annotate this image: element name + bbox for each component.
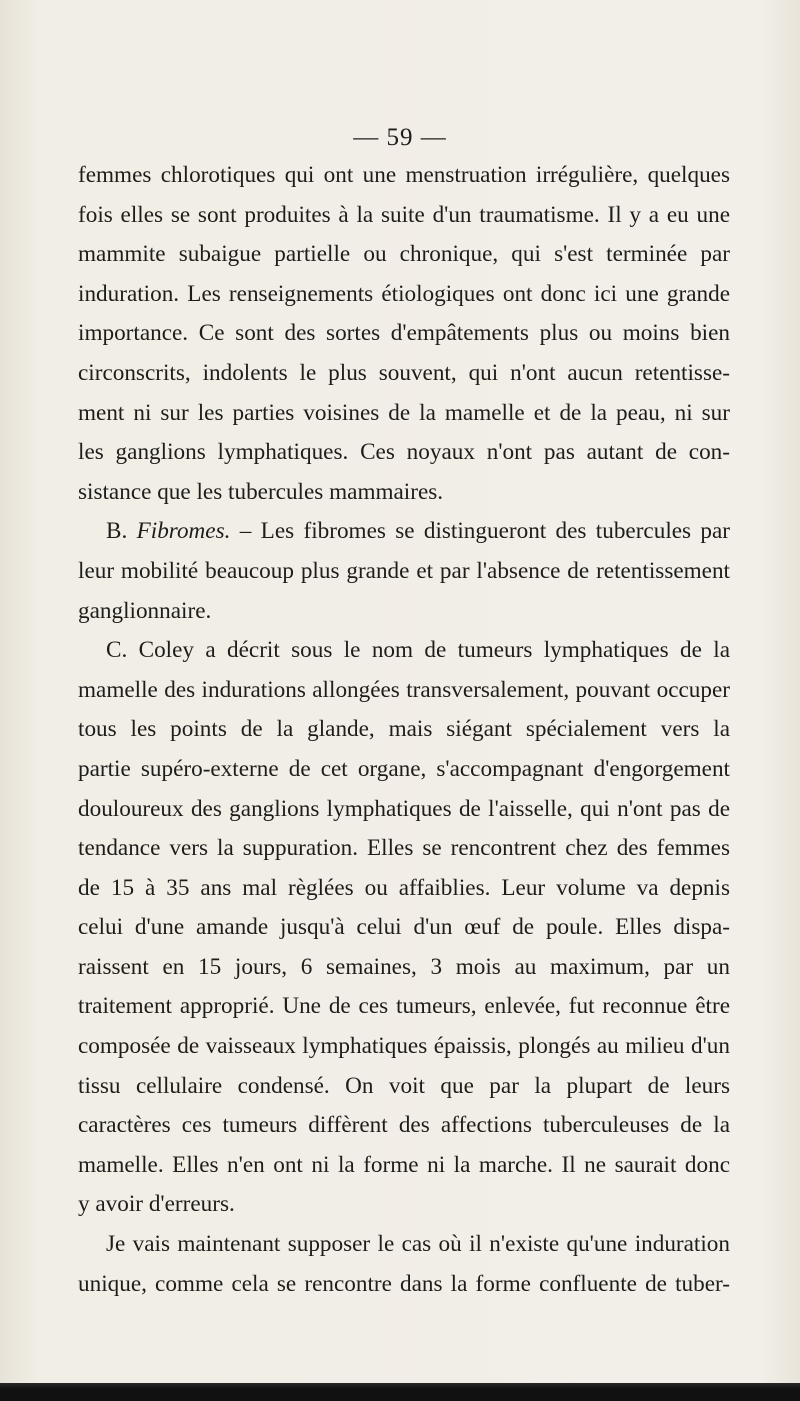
text-line: leur mobilité beaucoup plus grande et par l'absence de retentissement bbox=[78, 557, 730, 584]
text-line: caractères ces tumeurs diffèrent des affections tuberculeuses de la bbox=[78, 1112, 730, 1139]
text-line: raissent en 15 jours, 6 semaines, 3 mois au maximum, par un bbox=[78, 953, 730, 980]
text-line: Je vais maintenant supposer le cas où il n'existe qu'une induration bbox=[106, 1231, 730, 1258]
text-line: femmes chlorotiques qui ont une menstruation irrégulière, quelques bbox=[78, 162, 730, 188]
paragraph-coley bbox=[78, 631, 730, 671]
text-line: y avoir d'erreurs. bbox=[78, 1191, 235, 1218]
paragraph-fibromes bbox=[78, 512, 730, 552]
text-line: fois elles se sont produites à la suite d'un traumatisme. Il y a eu une bbox=[78, 201, 730, 228]
text-line: traitement approprié. Une de ces tumeurs, enlevée, fut reconnue être bbox=[78, 993, 730, 1020]
text-line: composée de vaisseaux lymphatiques épaissis, plongés au milieu d'un bbox=[78, 1033, 730, 1060]
paragraph-chlorotic-women bbox=[78, 156, 730, 512]
text-line: mamelle des indurations allongées transversalement, pouvant occuper bbox=[78, 676, 730, 703]
text-line: B. Fibromes. – Les fibromes se distingueront des tubercules par bbox=[106, 518, 731, 545]
section-heading-fibromes: Fibromes. bbox=[136, 518, 231, 545]
paragraph-induration-unique-cont bbox=[78, 1265, 730, 1305]
text-line: ganglionnaire. bbox=[78, 597, 212, 624]
page-number: — 59 — bbox=[353, 124, 447, 151]
paragraph-coley-cont bbox=[78, 671, 730, 1225]
paragraph-fibromes-cont bbox=[78, 552, 730, 631]
text-line: douloureux des ganglions lymphatiques de l'aisselle, qui n'ont pas de bbox=[78, 795, 730, 822]
text-line: sistance que les tubercules mammaires. bbox=[78, 478, 444, 505]
body-text bbox=[78, 156, 730, 1304]
text-line: celui d'une amande jusqu'à celui d'un œuf de poule. Elles dispa- bbox=[78, 914, 730, 941]
text-line: ment ni sur les parties voisines de la mamelle et de la peau, ni sur bbox=[78, 399, 730, 426]
text-line: mamelle. Elles n'en ont ni la forme ni la marche. Il ne saurait donc bbox=[78, 1151, 730, 1178]
text-line: C. Coley a décrit sous le nom de tumeurs lymphatiques de la bbox=[106, 637, 730, 664]
text-line: tous les points de la glande, mais siégant spécialement vers la bbox=[78, 716, 730, 743]
text-line: partie supéro-externe de cet organe, s'accompagnant d'engorgement bbox=[78, 755, 730, 782]
text-line: tissu cellulaire condensé. On voit que par la plupart de leurs bbox=[78, 1072, 730, 1099]
text-line: tendance vers la suppuration. Elles se rencontrent chez des femmes bbox=[78, 835, 730, 862]
paragraph-induration-unique bbox=[78, 1225, 730, 1265]
text-line: unique, comme cela se rencontre dans la forme confluente de tuber- bbox=[78, 1270, 730, 1297]
text-line: mammite subaigue partielle ou chronique, qui s'est terminée par bbox=[78, 241, 730, 268]
text-line: les ganglions lymphatiques. Ces noyaux n'ont pas autant de con- bbox=[78, 439, 730, 466]
text-line: importance. Ce sont des sortes d'empâtements plus ou moins bien bbox=[78, 320, 730, 347]
page-bottom-edge bbox=[0, 1383, 800, 1401]
text-line: de 15 à 35 ans mal règlées ou affaiblies. Leur volume va depnis bbox=[78, 874, 730, 901]
text-line: circonscrits, indolents le plus souvent, qui n'ont aucun retentisse- bbox=[78, 359, 730, 386]
text-line: induration. Les renseignements étiologiques ont donc ici une grande bbox=[78, 280, 730, 307]
